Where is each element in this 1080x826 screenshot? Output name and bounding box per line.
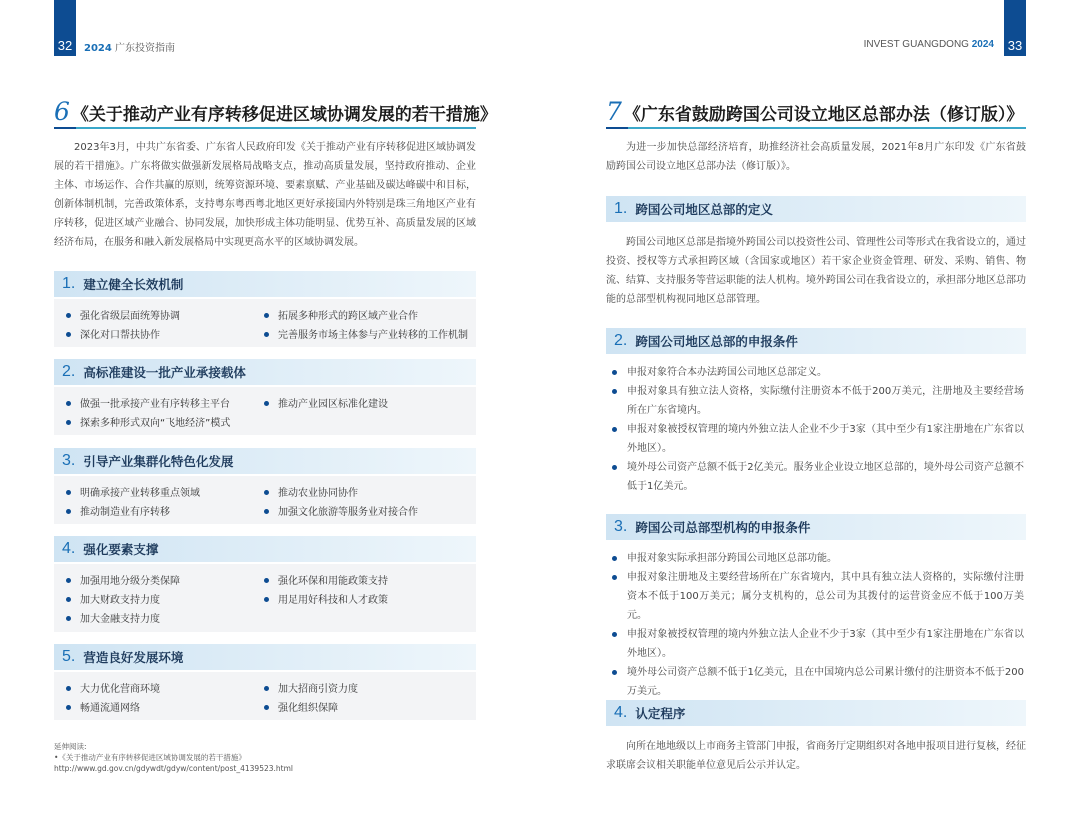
measure-number: 5. — [62, 648, 76, 665]
measure-items-5 — [54, 672, 476, 720]
section-number: 7 — [606, 97, 622, 126]
list-item: 加大财政支持力度 — [66, 591, 160, 606]
measure-items-2 — [54, 387, 476, 435]
list-item: 加大招商引资力度 — [264, 680, 358, 695]
list-item: 申报对象注册地及主要经营场所在广东省境内，其中具有独立法人资格的，实际缴付注册资本不低于100万美元；属分支机构的，总公司为其拨付的运营资金应不低于100万美元。 — [612, 568, 1024, 625]
subsection-heading-3 — [606, 514, 1026, 540]
subsection-heading-1 — [606, 196, 1026, 222]
definition-paragraph: 跨国公司地区总部是指境外跨国公司以投资性公司、管理性公司等形式在我省设立的，通过投资、授权等方式承担跨区域（含国家或地区）若干家企业资金管理、研发、采购、销售、物流、结算、支持服务等营运职能的法人机构。境外跨国公司在我省设立的，承担部分地区总部功能的总部型机构视同地区总部管理。 — [606, 237, 1026, 305]
measure-title: 引导产业集群化特色化发展 — [83, 454, 234, 469]
header-title: INVEST GUANGDONG — [863, 39, 969, 50]
conditions-list — [612, 549, 1024, 701]
measure-items-1 — [54, 299, 476, 347]
subsection-title: 跨国公司地区总部的申报条件 — [635, 334, 798, 349]
list-item: 拓展多种形式的跨区域产业合作 — [264, 307, 418, 322]
subsection-number: 1. — [614, 200, 628, 217]
measure-title: 高标准建设一批产业承接载体 — [83, 365, 246, 380]
list-item: 申报对象被授权管理的境内外独立法人企业不少于3家（其中至少有1家注册地在广东省以外地区）。 — [612, 420, 1024, 458]
measure-title: 建立健全长效机制 — [83, 277, 184, 292]
subsection-heading-4 — [606, 700, 1026, 726]
measure-number: 1. — [62, 275, 76, 292]
measure-number: 4. — [62, 540, 76, 557]
list-item: 加强文化旅游等服务业对接合作 — [264, 503, 418, 518]
intro-paragraph: 2023年3月，中共广东省委、广东省人民政府印发《关于推动产业有序转移促进区域协调发展的若干措施》。广东将做实做强新发展格局战略支点，推动高质量发展，坚持政府推动、企业主体、市场运作、合作共赢的原则，统筹资源环境、要素禀赋、产业基础及碳达峰碳中和目标，创新体制机制，完善政策体系，支持粤东粤西粤北地区更好承接国内外特别是珠三角地区产业有序转移，促进区域产业融合、协同发展，加快形成主体功能明显、优势互补、高质量发展的区域经济布局，在服务和融入新发展格局中实现更高水平的区域协调发展。 — [54, 142, 476, 248]
measure-heading-2 — [54, 359, 476, 385]
list-item: 明确承接产业转移重点领域 — [66, 484, 200, 499]
measure-number: 3. — [62, 452, 76, 469]
subsection-title: 跨国公司地区总部的定义 — [635, 202, 773, 217]
title-rule — [606, 127, 1026, 129]
measure-heading-4 — [54, 536, 476, 562]
measure-heading-1 — [54, 271, 476, 297]
title-rule — [54, 127, 476, 129]
running-header — [84, 39, 175, 54]
header-year: 2024 — [84, 43, 112, 54]
section-title — [54, 97, 497, 126]
subsection-heading-2 — [606, 328, 1026, 354]
list-item: 推动产业园区标准化建设 — [264, 395, 388, 410]
list-item: 完善服务市场主体参与产业转移的工作机制 — [264, 326, 468, 341]
conditions-list — [612, 363, 1024, 496]
list-item: 强化省级层面统筹协调 — [66, 307, 180, 322]
list-item: 强化组织保障 — [264, 699, 338, 714]
subsection-title: 认定程序 — [635, 706, 686, 721]
measure-number: 2. — [62, 363, 76, 380]
section-title-text: 《广东省鼓励跨国公司设立地区总部办法（修订版）》 — [623, 105, 1024, 125]
list-item: 加大金融支持力度 — [66, 610, 160, 625]
measure-items-4 — [54, 564, 476, 632]
footnote-reference: •《关于推动产业有序转移促进区域协调发展的若干措施》 — [54, 753, 246, 762]
list-item: 申报对象被授权管理的境内外独立法人企业不少于3家（其中至少有1家注册地在广东省以外地区）。 — [612, 625, 1024, 663]
section-title — [606, 97, 1023, 126]
list-item: 境外母公司资产总额不低于1亿美元，且在中国境内总公司累计缴付的注册资本不低于200万美元。 — [612, 663, 1024, 701]
list-item: 大力优化营商环境 — [66, 680, 160, 695]
list-item: 做强一批承接产业有序转移主平台 — [66, 395, 230, 410]
list-item: 申报对象具有独立法人资格，实际缴付注册资本不低于200万美元，注册地及主要经营场所在广东省境内。 — [612, 382, 1024, 420]
header-title: 广东投资指南 — [115, 43, 176, 54]
measure-heading-5 — [54, 644, 476, 670]
right-page — [540, 0, 1080, 826]
measure-title: 强化要素支撑 — [83, 542, 159, 557]
list-item: 用足用好科技和人才政策 — [264, 591, 388, 606]
list-item: 境外母公司资产总额不低于2亿美元。服务业企业设立地区总部的，境外母公司资产总额不低于1亿美元。 — [612, 458, 1024, 496]
list-item: 申报对象符合本办法跨国公司地区总部定义。 — [612, 363, 1024, 382]
list-item: 申报对象实际承担部分跨国公司地区总部功能。 — [612, 549, 1024, 568]
header-year: 2024 — [971, 39, 994, 50]
list-item: 强化环保和用能政策支持 — [264, 572, 388, 587]
measure-title: 营造良好发展环境 — [83, 650, 184, 665]
section-number: 6 — [54, 97, 70, 126]
list-item: 推动制造业有序转移 — [66, 503, 170, 518]
list-item: 探索多种形式双向“飞地经济”模式 — [66, 414, 230, 429]
subsection-number: 2. — [614, 332, 628, 349]
subsection-number: 3. — [614, 518, 628, 535]
page-number: 33 — [1004, 0, 1026, 56]
measure-items-3 — [54, 476, 476, 524]
page-number: 32 — [54, 0, 76, 56]
subsection-number: 4. — [614, 704, 628, 721]
list-item: 畅通流通网络 — [66, 699, 140, 714]
running-header — [864, 39, 994, 50]
footnote-url[interactable]: http://www.gd.gov.cn/gdywdt/gdyw/content/post_4139523.html — [54, 764, 293, 773]
list-item: 加强用地分级分类保障 — [66, 572, 180, 587]
intro-paragraph: 为进一步加快总部经济培育，助推经济社会高质量发展，2021年8月广东印发《广东省鼓励跨国公司设立地区总部办法（修订版）》。 — [606, 142, 1026, 172]
section-title-text: 《关于推动产业有序转移促进区域协调发展的若干措施》 — [71, 105, 497, 125]
measure-heading-3 — [54, 448, 476, 474]
list-item: 深化对口帮扶协作 — [66, 326, 160, 341]
footnote — [54, 741, 293, 774]
procedure-paragraph: 向所在地地级以上市商务主管部门申报，省商务厅定期组织对各地申报项目进行复核，经征求联席会议相关职能单位意见后公示并认定。 — [606, 741, 1026, 771]
footnote-label: 延伸阅读: — [54, 742, 87, 751]
subsection-title: 跨国公司总部型机构的申报条件 — [635, 520, 811, 535]
list-item: 推动农业协同协作 — [264, 484, 358, 499]
